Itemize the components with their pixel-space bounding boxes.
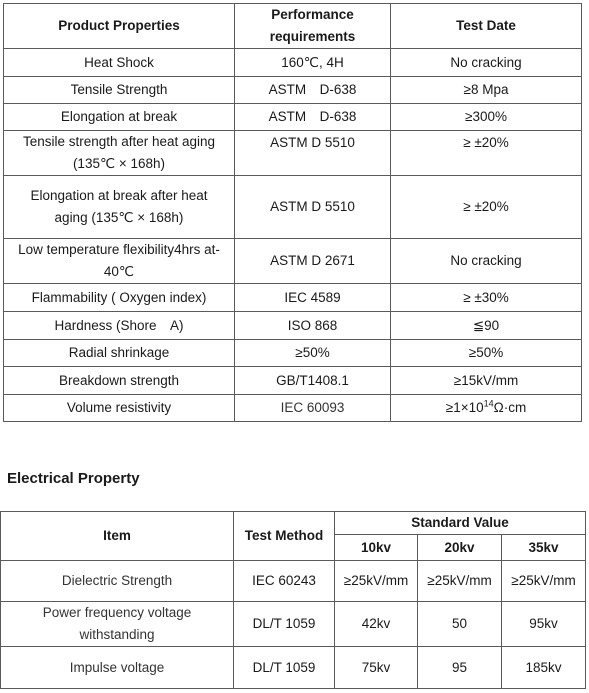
volume-resistivity-value: [391, 395, 582, 422]
electrical-method: DL/T 1059: [234, 602, 335, 647]
property-result: ≥15kV/mm: [391, 367, 582, 395]
property-result: ≥8 Mpa: [391, 77, 582, 104]
electrical-value-20kv: 95: [418, 647, 502, 689]
header-standard-value: Standard Value: [335, 512, 586, 535]
header-item: Item: [1, 512, 234, 561]
property-name: Elongation at break after heat aging (135℃ × 168h): [4, 176, 235, 239]
property-result: No cracking: [391, 239, 582, 284]
header-voltage-20kv: 20kv: [418, 535, 502, 561]
table-row: [1, 647, 586, 689]
table-row: [4, 284, 582, 312]
table-row: [4, 367, 582, 395]
section-title-electrical: Electrical Property: [7, 470, 140, 487]
property-name: Breakdown strength: [4, 367, 235, 395]
property-result: ≦90: [391, 312, 582, 340]
property-requirement: GB/T1408.1: [235, 367, 391, 395]
electrical-value-35kv: 95kv: [502, 602, 586, 647]
electrical-method: IEC 60243: [234, 561, 335, 602]
electrical-value-35kv: 185kv: [502, 647, 586, 689]
property-requirement: IEC 4589: [235, 284, 391, 312]
table-row: [4, 131, 582, 176]
table-row: [4, 49, 582, 77]
electrical-method: DL/T 1059: [234, 647, 335, 689]
property-result: ≥ ±30%: [391, 284, 582, 312]
property-requirement: 160℃, 4H: [235, 49, 391, 77]
table-row: [4, 239, 582, 284]
property-result: No cracking: [391, 49, 582, 77]
property-name: Heat Shock: [4, 49, 235, 77]
property-result: ≥50%: [391, 340, 582, 367]
property-result: ≥ ±20%: [391, 131, 582, 176]
electrical-property-table: [0, 511, 586, 689]
electrical-value-35kv: ≥25kV/mm: [502, 561, 586, 602]
property-requirement: ASTM D-638: [235, 104, 391, 131]
table-row: [4, 77, 582, 104]
property-name: Radial shrinkage: [4, 340, 235, 367]
volume-unit: Ω·cm: [493, 400, 527, 415]
electrical-item: Impulse voltage: [1, 647, 234, 689]
table-row: [4, 340, 582, 367]
property-name: Tensile strength after heat aging (135℃ × 168h): [4, 131, 235, 176]
property-name: Low temperature flexibility4hrs at-40℃: [4, 239, 235, 284]
property-requirement: ASTM D 2671: [235, 239, 391, 284]
header-product-properties: Product Properties: [4, 4, 235, 49]
property-requirement: IEC 60093: [235, 395, 391, 422]
table-header-row: [4, 4, 582, 49]
table-row: [4, 395, 582, 422]
electrical-item: Power frequency voltage withstanding: [1, 602, 234, 647]
property-name: Tensile Strength: [4, 77, 235, 104]
table-row: [4, 312, 582, 340]
property-requirement: ASTM D-638: [235, 77, 391, 104]
electrical-value-10kv: 75kv: [335, 647, 418, 689]
header-performance-requirements: Performance requirements: [235, 4, 391, 49]
header-test-method: Test Method: [234, 512, 335, 561]
property-requirement: ASTM D 5510: [235, 131, 391, 176]
product-properties-table: [3, 3, 582, 422]
property-name: Flammability ( Oxygen index): [4, 284, 235, 312]
property-requirement: ≥50%: [235, 340, 391, 367]
header-test-date: Test Date: [391, 4, 582, 49]
property-name: Elongation at break: [4, 104, 235, 131]
table-header-row: [1, 512, 586, 535]
electrical-value-10kv: 42kv: [335, 602, 418, 647]
table-row: [4, 104, 582, 131]
header-voltage-10kv: 10kv: [335, 535, 418, 561]
table-row: [1, 561, 586, 602]
header-voltage-35kv: 35kv: [502, 535, 586, 561]
electrical-value-20kv: 50: [418, 602, 502, 647]
electrical-item: Dielectric Strength: [1, 561, 234, 602]
electrical-value-20kv: ≥25kV/mm: [418, 561, 502, 602]
volume-exponent: 14: [483, 398, 494, 409]
electrical-value-10kv: ≥25kV/mm: [335, 561, 418, 602]
table-row: [4, 176, 582, 239]
property-name: Volume resistivity: [4, 395, 235, 422]
property-requirement: ASTM D 5510: [235, 176, 391, 239]
table-row: [1, 602, 586, 647]
volume-base: ≥1×10: [445, 400, 484, 415]
property-requirement: ISO 868: [235, 312, 391, 340]
property-result: ≥ ±20%: [391, 176, 582, 239]
property-result: ≥300%: [391, 104, 582, 131]
property-name: Hardness (Shore A): [4, 312, 235, 340]
